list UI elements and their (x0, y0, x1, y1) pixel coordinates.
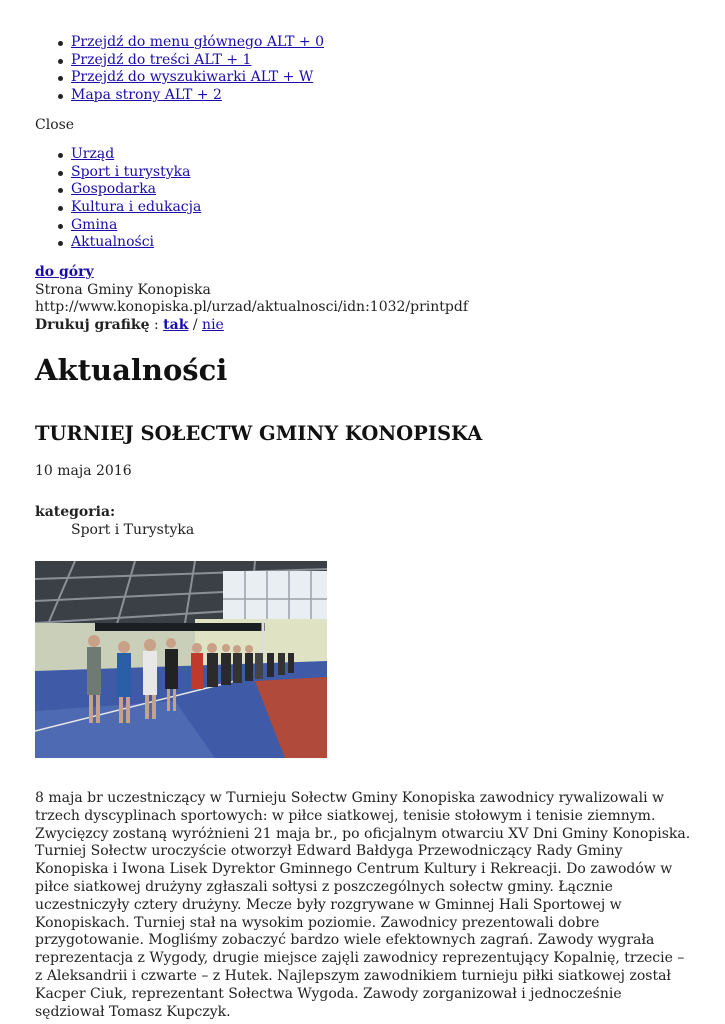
menu-item (71, 181, 201, 199)
sitemap-link[interactable]: Mapa strony ALT + 2 (71, 87, 222, 104)
page-url: http://www.konopiska.pl/urzad/aktualnosci/idn:1032/printpdf (35, 299, 469, 315)
article-title: TURNIEJ SOŁECTW GMINY KONOPISKA (35, 422, 483, 445)
back-to-top-link[interactable]: do góry (35, 264, 94, 280)
menu-item-sport[interactable]: Sport i turystyka (71, 163, 191, 180)
skip-to-search-link[interactable]: Przejdź do wyszukiwarki ALT + W (71, 69, 314, 86)
article-body: 8 maja br uczestniczący w Turnieju Sołectw Gminy Konopiska zawodnicy rywalizowali w trzech dyscyplinach sportowych: w piłce siatkowej, tenisie stołowym i tenisie ziemnym. Zwycięzcy zostaną wyróżnieni 21 maja br., po oficjalnym otwarciu XV Dni Gminy Konopiska. Turniej Sołectw uroczyście otworzył Edward Bałdyga Przewodniczący Rady Gminy Konopiska i Iwona Lisek Dyrektor Gminnego Centrum Kultury i Rekreacji. Do zawodów w piłce siatkowej drużyny zgłaszali sołtysi z poszczególnych sołectw gminy. Łącznie uczestniczyły cztery drużyny. Mecze były rozgrywane w Gminnej Hali Sportowej w Konopiskach. Turniej stał na wysokim poziomie. Zawodnicy prezentowali dobre przygotowanie. Mogliśmy zobaczyć bardzo wiele efektownych zagrań. Zawody wygrała reprezentacja z Wygody, drugie miejsce zajęli zawodnicy reprezentujący Kopalnię, trzecie – z Aleksandrii i czwarte – z Hutek. Najlepszym zawodnikiem turnieju piłki siatkowej został Kacper Ciuk, reprezentant Sołectwa Wygoda. Zawody zorganizował i jednocześnie sędziował Tomasz Kupczyk. (35, 790, 691, 1020)
article-date: 10 maja 2016 (35, 463, 132, 479)
print-graphics-yes-link[interactable]: tak (163, 316, 189, 333)
menu-item-urzad[interactable]: Urząd (71, 146, 115, 162)
menu-item-gospodarka[interactable]: Gospodarka (71, 181, 157, 198)
menu-item-gmina[interactable]: Gmina (71, 216, 118, 233)
skip-link-item (71, 87, 324, 105)
print-graphics-row (35, 317, 468, 335)
skip-link-item (71, 52, 324, 70)
separator: / (188, 316, 203, 333)
menu-item (71, 217, 201, 235)
skip-link-item (71, 69, 324, 87)
print-graphics-no-link[interactable]: nie (202, 316, 224, 333)
menu-item (71, 164, 201, 182)
skip-link-item (71, 34, 324, 52)
menu-item-aktualnosci[interactable]: Aktualności (71, 234, 155, 251)
skip-links (0, 34, 324, 105)
menu-item-kultura[interactable]: Kultura i edukacja (71, 199, 202, 216)
skip-to-menu-link[interactable]: Przejdź do menu głównego ALT + 0 (71, 34, 324, 50)
colon: : (149, 316, 164, 333)
skip-to-content-link[interactable]: Przejdź do treści ALT + 1 (71, 51, 252, 68)
site-name: Strona Gminy Konopiska (35, 281, 211, 298)
print-header (35, 264, 468, 334)
menu-item (71, 199, 201, 217)
article-photo (35, 561, 327, 758)
menu-item (71, 234, 201, 252)
close-button[interactable]: Close (35, 117, 75, 133)
print-graphics-label: Drukuj grafikę (35, 316, 150, 333)
category-value: Sport i Turystyka (71, 522, 195, 538)
category-label: kategoria: (35, 504, 116, 520)
main-menu (0, 146, 201, 252)
page-title: Aktualności (35, 353, 228, 387)
menu-item (71, 146, 201, 164)
